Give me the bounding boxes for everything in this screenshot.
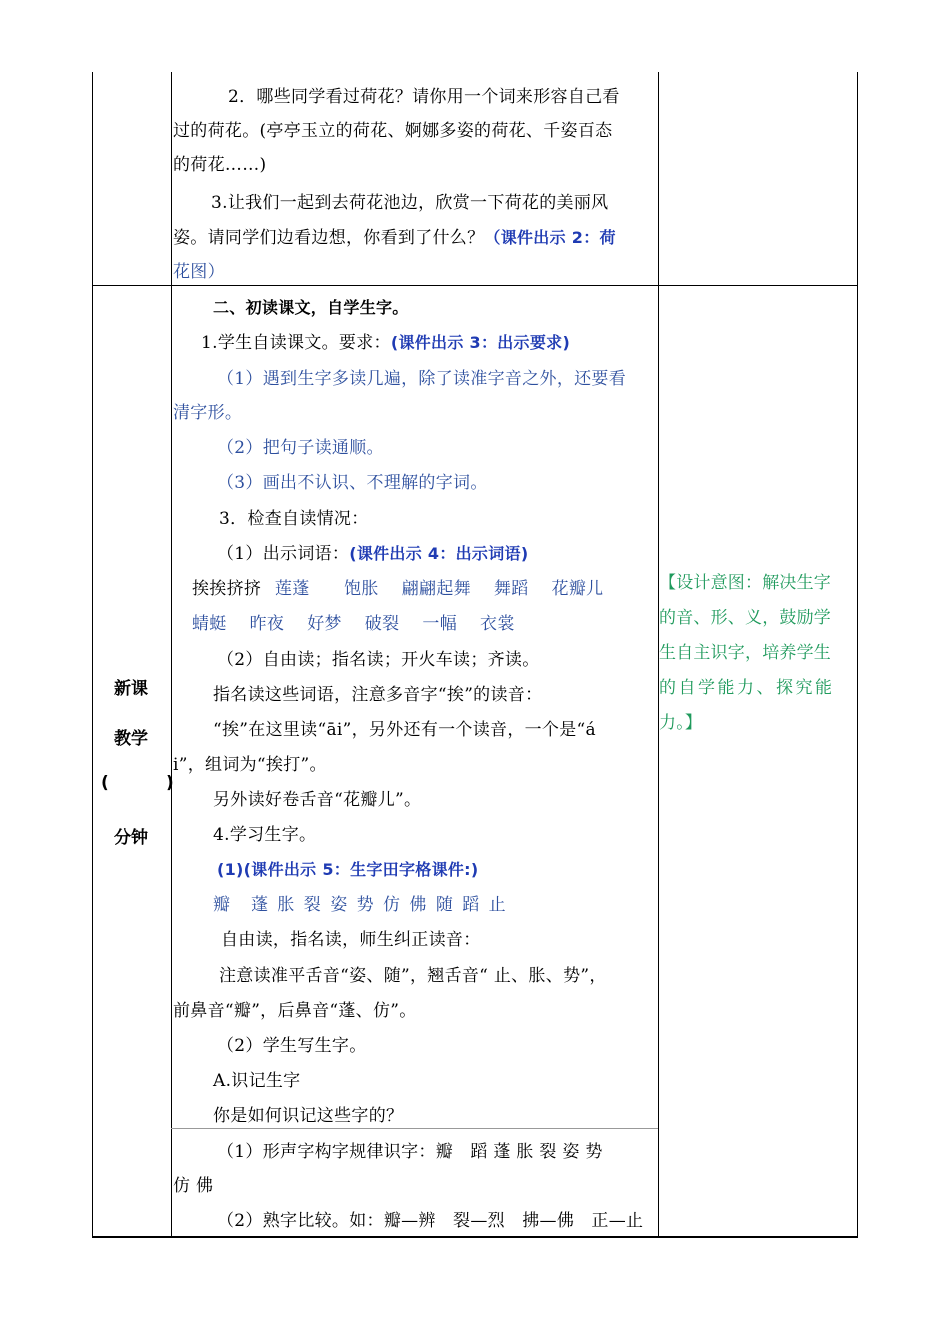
requirement-1-line-1: （1）遇到生字多读几遍，除了读准字音之外，还要看 bbox=[217, 369, 627, 389]
row1-line-5 bbox=[173, 228, 658, 248]
method-1-line-1: （1）形声字构字规律识字：瓣 蹈 蓬 胀 裂 姿 势 bbox=[217, 1142, 603, 1162]
reading-modes: （2）自由读；指名读；开火车读；齐读。 bbox=[217, 650, 540, 670]
requirement-1-line-2: 清字形。 bbox=[173, 403, 243, 423]
word-list-row-1 bbox=[173, 579, 677, 599]
new-characters: 瓣 蓬 胀 裂 姿 势 仿 佛 随 蹈 止 bbox=[213, 895, 508, 915]
section-label-minutes: 分钟 bbox=[114, 828, 148, 848]
write-characters: （2）学生写生字。 bbox=[217, 1036, 367, 1056]
requirement-2: （2）把句子读通顺。 bbox=[217, 438, 384, 458]
learn-characters: 4.学习生字。 bbox=[213, 825, 317, 845]
requirement-3: （3）画出不认识、不理解的字词。 bbox=[217, 473, 488, 493]
design-intent-line-2: 的音、形、义，鼓励学 bbox=[659, 608, 831, 628]
courseware-cue-2: （课件出示 2：荷 bbox=[484, 228, 616, 247]
word-list-row-1-rest: 莲蓬 饱胀 翩翩起舞 舞蹈 花瓣儿 bbox=[274, 579, 604, 599]
row1-line-1: 2．哪些同学看过荷花？请你用一个词来形容自己看 bbox=[228, 87, 620, 107]
reading-requirement bbox=[173, 333, 686, 353]
row1-line-4: 3.让我们一起到去荷花池边，欣赏一下荷花的美丽风 bbox=[211, 193, 609, 213]
pronunciation-note-1: “挨”在这里读“āi”，另外还有一个读音，一个是“á bbox=[213, 720, 596, 740]
tone-note-2: 前鼻音“瓣”，后鼻音“蓬、仿”。 bbox=[173, 1001, 417, 1021]
row1-line-5-text: 姿。请同学们边看边想，你看到了什么？ bbox=[173, 228, 485, 248]
section-label-teaching: 教学 bbox=[114, 729, 148, 749]
courseware-cue-5: (1)(课件出示 5：生字田字格课件:) bbox=[217, 860, 479, 879]
section-label-paren-open: ( bbox=[101, 773, 109, 793]
reading-correction: 自由读，指名读，师生纠正读音： bbox=[221, 930, 481, 950]
word-list-first: 挨挨挤挤 bbox=[192, 579, 262, 599]
table-left-border bbox=[92, 72, 93, 1238]
word-list-row-2: 蜻蜓 昨夜 好梦 破裂 一幅 衣裳 bbox=[192, 614, 515, 634]
row1-line-3: 的荷花……) bbox=[173, 155, 267, 175]
memorize-label: A.识记生字 bbox=[213, 1071, 301, 1091]
row-divider bbox=[92, 285, 858, 286]
tone-note-1: 注意读准平舌音“姿、随”，翘舌音“ 止、胀、势”， bbox=[219, 966, 607, 986]
retroflex-note: 另外读好卷舌音“花瓣儿”。 bbox=[213, 790, 422, 810]
check-reading: 3．检查自读情况： bbox=[219, 509, 369, 529]
section-label-paren-close: ) bbox=[166, 773, 174, 793]
show-words bbox=[173, 544, 702, 564]
inner-divider bbox=[171, 1128, 658, 1129]
row1-line-6: 花图） bbox=[173, 262, 225, 282]
design-intent-line-1: 【设计意图：解决生字 bbox=[659, 573, 831, 593]
polyphone-note: 指名读这些词语，注意多音字“挨”的读音： bbox=[213, 685, 543, 705]
table-bottom-border bbox=[92, 1236, 858, 1238]
reading-requirement-text: 1.学生自读课文。要求： bbox=[201, 333, 391, 353]
design-intent-line-4: 的自学能力、探究能 bbox=[659, 678, 835, 698]
memorize-question: 你是如何识记这些字的？ bbox=[213, 1106, 404, 1126]
design-intent-line-3: 生自主识字，培养学生 bbox=[659, 643, 831, 663]
courseware-cue-3: (课件出示 3：出示要求) bbox=[390, 333, 571, 352]
row1-line-2: 过的荷花。(亭亭玉立的荷花、婀娜多姿的荷花、千姿百态 bbox=[173, 121, 613, 141]
table-right-border bbox=[857, 72, 858, 1238]
section-label-new-lesson: 新课 bbox=[114, 679, 148, 699]
show-words-text: （1）出示词语： bbox=[217, 544, 350, 564]
design-intent-line-5: 力。】 bbox=[659, 713, 703, 733]
method-1-line-2: 仿 佛 bbox=[173, 1176, 214, 1196]
pronunciation-note-2: i”，组词为“挨打”。 bbox=[173, 755, 327, 775]
courseware-cue-4: (课件出示 4：出示词语) bbox=[349, 544, 529, 563]
method-2: （2）熟字比较。如：瓣—辨 裂—烈 拂—佛 正—止 bbox=[217, 1211, 644, 1231]
column-divider-1 bbox=[171, 72, 172, 1238]
section-heading: 二、初读课文，自学生字。 bbox=[213, 298, 409, 317]
